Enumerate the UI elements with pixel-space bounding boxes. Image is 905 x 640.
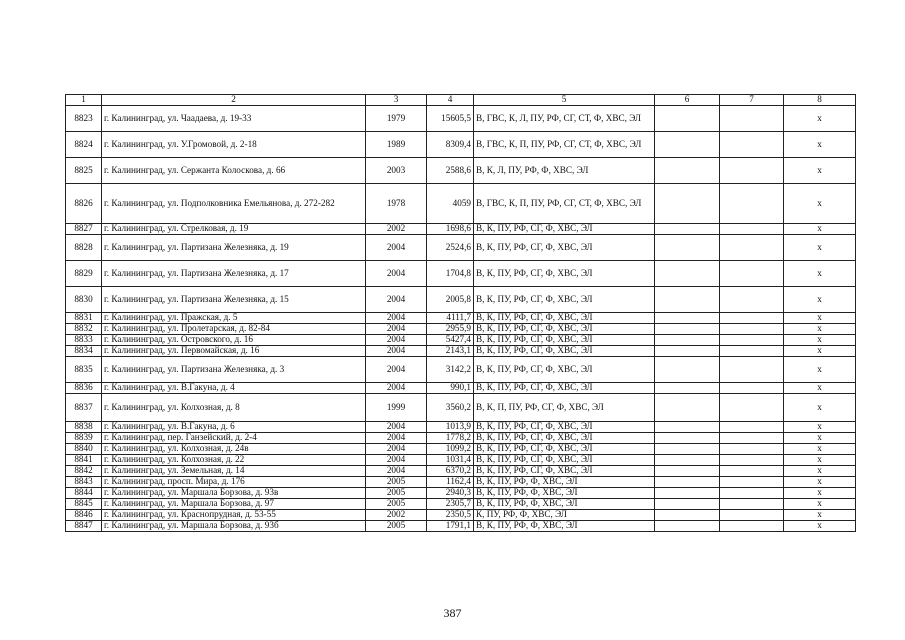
address-cell: г. Калининград, ул. Земельная, д. 14 bbox=[102, 466, 366, 477]
row-number-cell: 8840 bbox=[66, 444, 102, 455]
col-8-mark-cell: х bbox=[784, 261, 856, 287]
col-7-cell bbox=[720, 521, 784, 532]
col-7-cell bbox=[720, 510, 784, 521]
col-8-mark-cell: х bbox=[784, 510, 856, 521]
col-header-2: 2 bbox=[102, 95, 366, 106]
utilities-cell: В, К, ПУ, РФ, СГ, Ф, ХВС, ЭЛ bbox=[474, 224, 655, 235]
col-7-cell bbox=[720, 346, 784, 357]
row-number-cell: 8832 bbox=[66, 324, 102, 335]
col-6-cell bbox=[655, 510, 720, 521]
address-cell: г. Калининград, ул. Колхозная, д. 24в bbox=[102, 444, 366, 455]
col-7-cell bbox=[720, 261, 784, 287]
year-cell: 2002 bbox=[366, 510, 427, 521]
col-8-mark-cell: х bbox=[784, 184, 856, 224]
address-cell: г. Калининград, ул. В.Гакуна, д. 6 bbox=[102, 422, 366, 433]
col-8-mark-cell: х bbox=[784, 422, 856, 433]
address-cell: г. Калининград, ул. Колхозная, д. 22 bbox=[102, 455, 366, 466]
col-8-mark-cell: х bbox=[784, 383, 856, 394]
utilities-cell: В, К, ПУ, РФ, СГ, Ф, ХВС, ЭЛ bbox=[474, 235, 655, 261]
table-row bbox=[66, 324, 856, 335]
area-cell: 1162,4 bbox=[427, 477, 474, 488]
area-cell: 4059 bbox=[427, 184, 474, 224]
col-6-cell bbox=[655, 444, 720, 455]
row-number-cell: 8841 bbox=[66, 455, 102, 466]
row-number-cell: 8831 bbox=[66, 313, 102, 324]
row-number-cell: 8835 bbox=[66, 357, 102, 383]
col-header-5: 5 bbox=[474, 95, 655, 106]
row-number-cell: 8843 bbox=[66, 477, 102, 488]
year-cell: 2005 bbox=[366, 521, 427, 532]
address-cell: г. Калининград, ул. Сержанта Колоскова, д. 66 bbox=[102, 158, 366, 184]
address-cell: г. Калининград, ул. Подполковника Емельянова, д. 272-282 bbox=[102, 184, 366, 224]
address-cell: г. Калининград, ул. Островского, д. 16 bbox=[102, 335, 366, 346]
col-6-cell bbox=[655, 346, 720, 357]
year-cell: 2004 bbox=[366, 324, 427, 335]
col-header-3: 3 bbox=[366, 95, 427, 106]
utilities-cell: В, К, ПУ, РФ, Ф, ХВС, ЭЛ bbox=[474, 477, 655, 488]
year-cell: 2004 bbox=[366, 466, 427, 477]
table-row bbox=[66, 313, 856, 324]
col-6-cell bbox=[655, 455, 720, 466]
col-7-cell bbox=[720, 383, 784, 394]
utilities-cell: В, К, ПУ, РФ, СГ, Ф, ХВС, ЭЛ bbox=[474, 287, 655, 313]
table-row bbox=[66, 287, 856, 313]
row-number-cell: 8827 bbox=[66, 224, 102, 235]
col-8-mark-cell: х bbox=[784, 132, 856, 158]
year-cell: 2004 bbox=[366, 433, 427, 444]
address-cell: г. Калининград, ул. Партизана Железняка, д. 19 bbox=[102, 235, 366, 261]
utilities-cell: В, К, ПУ, РФ, СГ, Ф, ХВС, ЭЛ bbox=[474, 335, 655, 346]
year-cell: 2005 bbox=[366, 499, 427, 510]
col-7-cell bbox=[720, 287, 784, 313]
utilities-cell: В, К, ПУ, РФ, Ф, ХВС, ЭЛ bbox=[474, 521, 655, 532]
year-cell: 2005 bbox=[366, 477, 427, 488]
col-6-cell bbox=[655, 394, 720, 422]
year-cell: 2004 bbox=[366, 313, 427, 324]
area-cell: 1778,2 bbox=[427, 433, 474, 444]
row-number-cell: 8828 bbox=[66, 235, 102, 261]
col-7-cell bbox=[720, 444, 784, 455]
col-header-8: 8 bbox=[784, 95, 856, 106]
table-row bbox=[66, 510, 856, 521]
col-header-4: 4 bbox=[427, 95, 474, 106]
col-7-cell bbox=[720, 106, 784, 132]
utilities-cell: В, К, ПУ, РФ, СГ, Ф, ХВС, ЭЛ bbox=[474, 383, 655, 394]
address-cell: г. Калининград, ул. Чаадаева, д. 19-33 bbox=[102, 106, 366, 132]
col-7-cell bbox=[720, 313, 784, 324]
year-cell: 2004 bbox=[366, 235, 427, 261]
col-6-cell bbox=[655, 499, 720, 510]
col-6-cell bbox=[655, 521, 720, 532]
utilities-cell: В, ГВС, К, П, ПУ, РФ, СГ, СТ, Ф, ХВС, ЭЛ bbox=[474, 132, 655, 158]
area-cell: 2940,3 bbox=[427, 488, 474, 499]
address-cell: г. Калининград, ул. Первомайская, д. 16 bbox=[102, 346, 366, 357]
year-cell: 2002 bbox=[366, 224, 427, 235]
col-8-mark-cell: х bbox=[784, 235, 856, 261]
utilities-cell: В, К, ПУ, РФ, СГ, Ф, ХВС, ЭЛ bbox=[474, 422, 655, 433]
area-cell: 1099,2 bbox=[427, 444, 474, 455]
col-8-mark-cell: х bbox=[784, 521, 856, 532]
utilities-cell: В, К, ПУ, РФ, СГ, Ф, ХВС, ЭЛ bbox=[474, 324, 655, 335]
year-cell: 2004 bbox=[366, 444, 427, 455]
col-8-mark-cell: х bbox=[784, 455, 856, 466]
area-cell: 1698,6 bbox=[427, 224, 474, 235]
table-row bbox=[66, 466, 856, 477]
utilities-cell: В, ГВС, К, П, ПУ, РФ, СГ, СТ, Ф, ХВС, ЭЛ bbox=[474, 184, 655, 224]
col-6-cell bbox=[655, 184, 720, 224]
address-cell: г. Калининград, ул. Пражская, д. 5 bbox=[102, 313, 366, 324]
page-number: 387 bbox=[443, 606, 462, 620]
col-8-mark-cell: х bbox=[784, 224, 856, 235]
row-number-cell: 8845 bbox=[66, 499, 102, 510]
col-6-cell bbox=[655, 383, 720, 394]
col-6-cell bbox=[655, 261, 720, 287]
area-cell: 2350,5 bbox=[427, 510, 474, 521]
table-row bbox=[66, 488, 856, 499]
area-cell: 2005,8 bbox=[427, 287, 474, 313]
row-number-cell: 8834 bbox=[66, 346, 102, 357]
col-8-mark-cell: х bbox=[784, 499, 856, 510]
year-cell: 1999 bbox=[366, 394, 427, 422]
row-number-cell: 8837 bbox=[66, 394, 102, 422]
col-6-cell bbox=[655, 422, 720, 433]
address-cell: г. Калининград, ул. Пролетарская, д. 82-84 bbox=[102, 324, 366, 335]
area-cell: 2588,6 bbox=[427, 158, 474, 184]
table-row bbox=[66, 383, 856, 394]
table-row bbox=[66, 521, 856, 532]
area-cell: 3560,2 bbox=[427, 394, 474, 422]
address-cell: г. Калининград, ул. Партизана Железняка, д. 15 bbox=[102, 287, 366, 313]
housing-registry-table bbox=[65, 94, 856, 532]
col-8-mark-cell: х bbox=[784, 357, 856, 383]
col-7-cell bbox=[720, 184, 784, 224]
col-6-cell bbox=[655, 477, 720, 488]
utilities-cell: В, К, ПУ, РФ, СГ, Ф, ХВС, ЭЛ bbox=[474, 357, 655, 383]
address-cell: г. Калининград, ул. Колхозная, д. 8 bbox=[102, 394, 366, 422]
address-cell: г. Калининград, пер. Ганзейский, д. 2-4 bbox=[102, 433, 366, 444]
table-row bbox=[66, 184, 856, 224]
utilities-cell: В, ГВС, К, Л, ПУ, РФ, СГ, СТ, Ф, ХВС, ЭЛ bbox=[474, 106, 655, 132]
row-number-cell: 8842 bbox=[66, 466, 102, 477]
utilities-cell: В, К, ПУ, РФ, СГ, Ф, ХВС, ЭЛ bbox=[474, 346, 655, 357]
col-header-7: 7 bbox=[720, 95, 784, 106]
row-number-cell: 8829 bbox=[66, 261, 102, 287]
col-6-cell bbox=[655, 224, 720, 235]
col-8-mark-cell: х bbox=[784, 335, 856, 346]
table-row bbox=[66, 132, 856, 158]
row-number-cell: 8825 bbox=[66, 158, 102, 184]
table-row bbox=[66, 335, 856, 346]
area-cell: 6370,2 bbox=[427, 466, 474, 477]
col-7-cell bbox=[720, 455, 784, 466]
col-6-cell bbox=[655, 433, 720, 444]
col-6-cell bbox=[655, 287, 720, 313]
utilities-cell: В, К, ПУ, РФ, СГ, Ф, ХВС, ЭЛ bbox=[474, 466, 655, 477]
utilities-cell: В, К, ПУ, РФ, СГ, Ф, ХВС, ЭЛ bbox=[474, 444, 655, 455]
col-7-cell bbox=[720, 335, 784, 346]
address-cell: г. Калининград, ул. В.Гакуна, д. 4 bbox=[102, 383, 366, 394]
row-number-cell: 8839 bbox=[66, 433, 102, 444]
table-row bbox=[66, 235, 856, 261]
table-row bbox=[66, 499, 856, 510]
col-8-mark-cell: х bbox=[784, 444, 856, 455]
area-cell: 990,1 bbox=[427, 383, 474, 394]
utilities-cell: В, К, Л, ПУ, РФ, Ф, ХВС, ЭЛ bbox=[474, 158, 655, 184]
address-cell: г. Калининград, ул. Маршала Борзова, д. 93в bbox=[102, 488, 366, 499]
utilities-cell: К, ПУ, РФ, Ф, ХВС, ЭЛ bbox=[474, 510, 655, 521]
area-cell: 1031,4 bbox=[427, 455, 474, 466]
col-6-cell bbox=[655, 313, 720, 324]
col-7-cell bbox=[720, 477, 784, 488]
row-number-cell: 8846 bbox=[66, 510, 102, 521]
utilities-cell: В, К, П, ПУ, РФ, СГ, Ф, ХВС, ЭЛ bbox=[474, 394, 655, 422]
table-row bbox=[66, 455, 856, 466]
area-cell: 15605,5 bbox=[427, 106, 474, 132]
col-8-mark-cell: х bbox=[784, 466, 856, 477]
col-8-mark-cell: х bbox=[784, 477, 856, 488]
address-cell: г. Калининград, ул. Партизана Железняка, д. 17 bbox=[102, 261, 366, 287]
col-8-mark-cell: х bbox=[784, 158, 856, 184]
col-8-mark-cell: х bbox=[784, 324, 856, 335]
area-cell: 4111,7 bbox=[427, 313, 474, 324]
row-number-cell: 8847 bbox=[66, 521, 102, 532]
area-cell: 2143,1 bbox=[427, 346, 474, 357]
table-row bbox=[66, 261, 856, 287]
area-cell: 3142,2 bbox=[427, 357, 474, 383]
area-cell: 2955,9 bbox=[427, 324, 474, 335]
area-cell: 2524,6 bbox=[427, 235, 474, 261]
utilities-cell: В, К, ПУ, РФ, СГ, Ф, ХВС, ЭЛ bbox=[474, 313, 655, 324]
col-7-cell bbox=[720, 466, 784, 477]
col-8-mark-cell: х bbox=[784, 313, 856, 324]
table-row bbox=[66, 422, 856, 433]
row-number-cell: 8844 bbox=[66, 488, 102, 499]
table-row bbox=[66, 444, 856, 455]
area-cell: 1791,1 bbox=[427, 521, 474, 532]
table-row bbox=[66, 357, 856, 383]
row-number-cell: 8823 bbox=[66, 106, 102, 132]
area-cell: 5427,4 bbox=[427, 335, 474, 346]
col-8-mark-cell: х bbox=[784, 488, 856, 499]
year-cell: 2005 bbox=[366, 488, 427, 499]
utilities-cell: В, К, ПУ, РФ, Ф, ХВС, ЭЛ bbox=[474, 499, 655, 510]
year-cell: 2004 bbox=[366, 383, 427, 394]
col-6-cell bbox=[655, 466, 720, 477]
address-cell: г. Калининград, ул. Партизана Железняка, д. 3 bbox=[102, 357, 366, 383]
table-row bbox=[66, 346, 856, 357]
table-row bbox=[66, 106, 856, 132]
utilities-cell: В, К, ПУ, РФ, СГ, Ф, ХВС, ЭЛ bbox=[474, 261, 655, 287]
year-cell: 2004 bbox=[366, 287, 427, 313]
area-cell: 1013,9 bbox=[427, 422, 474, 433]
table-row bbox=[66, 158, 856, 184]
row-number-cell: 8830 bbox=[66, 287, 102, 313]
year-cell: 2004 bbox=[366, 335, 427, 346]
col-header-1: 1 bbox=[66, 95, 102, 106]
col-7-cell bbox=[720, 324, 784, 335]
utilities-cell: В, К, ПУ, РФ, Ф, ХВС, ЭЛ bbox=[474, 488, 655, 499]
table-row bbox=[66, 394, 856, 422]
col-8-mark-cell: х bbox=[784, 394, 856, 422]
col-7-cell bbox=[720, 224, 784, 235]
col-7-cell bbox=[720, 132, 784, 158]
col-6-cell bbox=[655, 357, 720, 383]
col-7-cell bbox=[720, 394, 784, 422]
col-6-cell bbox=[655, 132, 720, 158]
area-cell: 1704,8 bbox=[427, 261, 474, 287]
col-7-cell bbox=[720, 158, 784, 184]
address-cell: г. Калининград, ул. Стрелковая, д. 19 bbox=[102, 224, 366, 235]
row-number-cell: 8826 bbox=[66, 184, 102, 224]
col-6-cell bbox=[655, 158, 720, 184]
col-6-cell bbox=[655, 106, 720, 132]
area-cell: 8309,4 bbox=[427, 132, 474, 158]
year-cell: 2004 bbox=[366, 422, 427, 433]
area-cell: 2305,7 bbox=[427, 499, 474, 510]
col-header-6: 6 bbox=[655, 95, 720, 106]
col-6-cell bbox=[655, 335, 720, 346]
address-cell: г. Калининград, просп. Мира, д. 176 bbox=[102, 477, 366, 488]
col-7-cell bbox=[720, 488, 784, 499]
header-row bbox=[66, 95, 856, 106]
year-cell: 2003 bbox=[366, 158, 427, 184]
col-7-cell bbox=[720, 433, 784, 444]
col-6-cell bbox=[655, 324, 720, 335]
year-cell: 1989 bbox=[366, 132, 427, 158]
row-number-cell: 8836 bbox=[66, 383, 102, 394]
col-7-cell bbox=[720, 422, 784, 433]
col-8-mark-cell: х bbox=[784, 106, 856, 132]
row-number-cell: 8833 bbox=[66, 335, 102, 346]
table-row bbox=[66, 433, 856, 444]
col-8-mark-cell: х bbox=[784, 346, 856, 357]
col-6-cell bbox=[655, 235, 720, 261]
col-7-cell bbox=[720, 357, 784, 383]
table-body bbox=[66, 106, 856, 532]
utilities-cell: В, К, ПУ, РФ, СГ, Ф, ХВС, ЭЛ bbox=[474, 433, 655, 444]
col-6-cell bbox=[655, 488, 720, 499]
year-cell: 1978 bbox=[366, 184, 427, 224]
address-cell: г. Калининград, ул. Маршала Борзова, д. 93б bbox=[102, 521, 366, 532]
col-8-mark-cell: х bbox=[784, 287, 856, 313]
row-number-cell: 8824 bbox=[66, 132, 102, 158]
year-cell: 1979 bbox=[366, 106, 427, 132]
col-8-mark-cell: х bbox=[784, 433, 856, 444]
col-7-cell bbox=[720, 499, 784, 510]
table-row bbox=[66, 224, 856, 235]
address-cell: г. Калининград, ул. У.Громовой, д. 2-18 bbox=[102, 132, 366, 158]
address-cell: г. Калининград, ул. Маршала Борзова, д. 97 bbox=[102, 499, 366, 510]
year-cell: 2004 bbox=[366, 357, 427, 383]
year-cell: 2004 bbox=[366, 261, 427, 287]
utilities-cell: В, К, ПУ, РФ, СГ, Ф, ХВС, ЭЛ bbox=[474, 455, 655, 466]
year-cell: 2004 bbox=[366, 346, 427, 357]
address-cell: г. Калининград, ул. Краснопрудная, д. 53-55 bbox=[102, 510, 366, 521]
row-number-cell: 8838 bbox=[66, 422, 102, 433]
year-cell: 2004 bbox=[366, 455, 427, 466]
table-row bbox=[66, 477, 856, 488]
col-7-cell bbox=[720, 235, 784, 261]
